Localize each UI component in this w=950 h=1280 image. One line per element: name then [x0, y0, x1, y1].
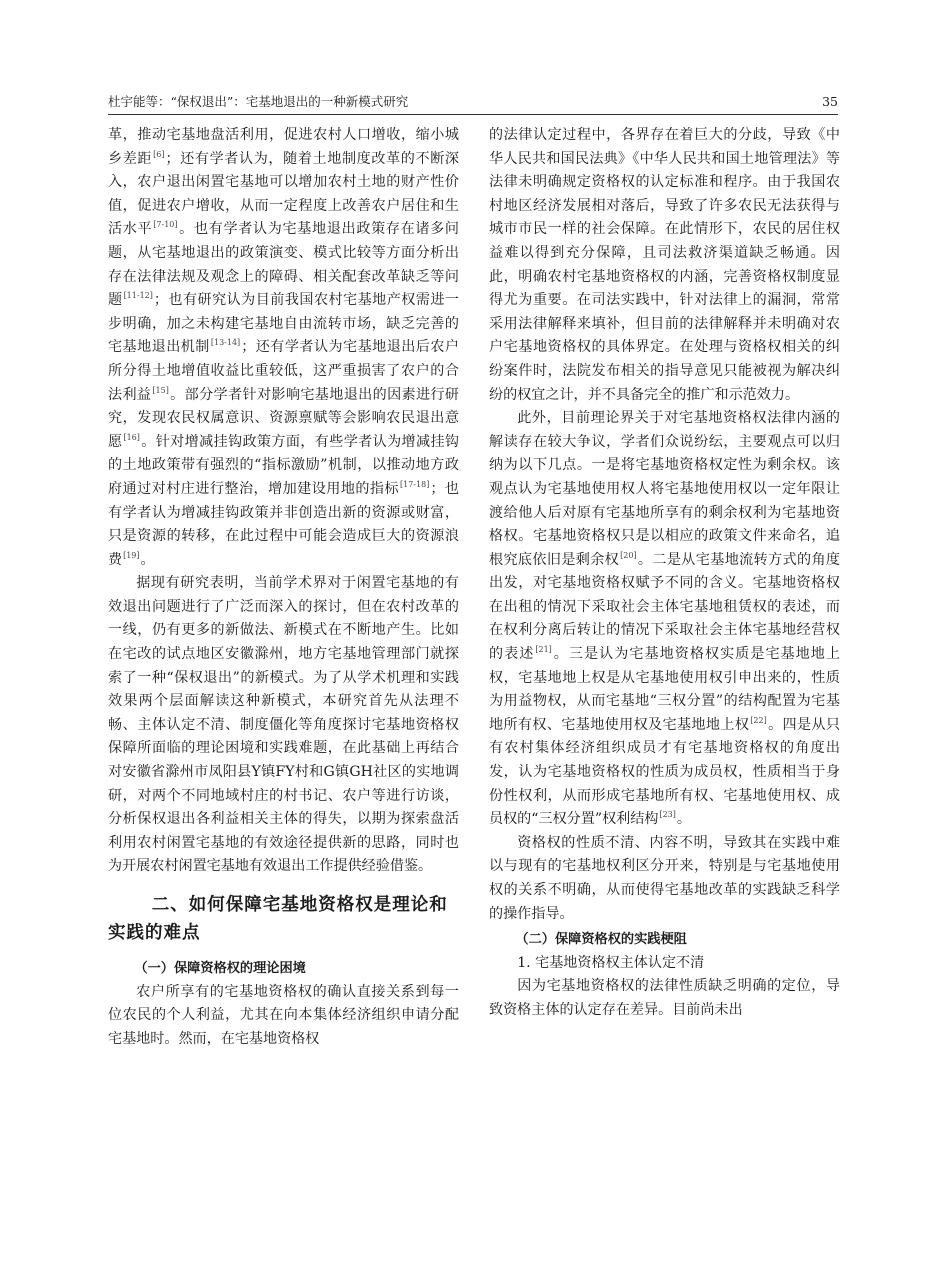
citation: [19] [123, 550, 140, 560]
running-title: 杜宇能等：“保权退出”：宅基地退出的一种新模式研究 [108, 94, 409, 109]
citation: [20] [620, 550, 637, 560]
paragraph: 资格权的性质不清、内容不明，导致其在实践中难以与现有的宅基地权利区分开来，特别是与宅基地使用权的关系不明确，从而使得宅基地改革的实践缺乏科学的操作指导。 [489, 834, 840, 922]
paragraph: 此外，目前理论界关于对宅基地资格权法律内涵的解读存在较大争议，学者们众说纷纭，主要观点可以归纳为以下几点。一是将宅基地资格权定性为剩余权。该观点认为宅基地使用权人将宅基地使用权以一定年限让渡给他人后对原有宅基地所享有的剩余权利为宅基地资格权。宅基地资格权只是以相应的政策文件来命名，追根究底依旧是剩余权[20]。二是从宅基地流转方式的角度出发，对宅基地资格权赋予不同的含义。宅基地资格权在出租的情况下采取社会主体宅基地租赁权的表述，而在权利分离后转让的情况下采取社会主体宅基地经营权的表述[21]。三是认为宅基地资格权实质是宅基地地上权，宅基地地上权是从宅基地使用权引申出来的，性质为用益物权，从而宅基地“三权分置”的结构配置为宅基地所有权、宅基地使用权及宅基地地上权[22]。四是从只有农村集体经济组织成员才有宅基地资格权的角度出发，认为宅基地资格权的性质为成员权，性质相当于身份性权利，从而形成宅基地所有权、宅基地使用权、成员权的“三权分置”权利结构[23]。 [489, 410, 841, 828]
citation: [11-12] [123, 291, 153, 301]
paragraph: 农户所享有的宅基地资格权的确认直接关系到每一位农民的个人利益，尤其在向本集体经济组织申请分配宅基地时。然而，在宅基地资格权 [108, 983, 459, 1047]
citation: [6] [153, 149, 165, 159]
subsubsection-heading: 1. 宅基地资格权主体认定不清 [517, 954, 705, 971]
right-column [489, 124, 840, 1023]
paragraph: 因为宅基地资格权的法律性质缺乏明确的定位，导致资格主体的认定存在差异。目前尚未出 [489, 978, 840, 1018]
running-header [108, 92, 838, 112]
citation: [7-10] [153, 220, 178, 230]
header-rule [108, 114, 838, 115]
subsection-heading: （一）保障资格权的理论困境 [134, 961, 306, 976]
citation: [15] [152, 385, 169, 395]
paragraph: 革，推动宅基地盘活利用，促进农村人口增收，缩小城乡差距[6]；还有学者认为，随着土地制度改革的不断深入，农户退出闲置宅基地可以增加农村土地的财产性价值，促进农户增收，从而一定程度上改善农户居住和生活水平[7-10]。也有学者认为宅基地退出政策存在诸多问题，从宅基地退出的政策演变、模式比较等方面分析出存在法律法规及观念上的障碍、相关配套改革缺乏等问题[11-12]；也有研究认为目前我国农村宅基地产权需进一步明确，加之未构建宅基地自由流转市场，缺乏完善的宅基地退出机制[13-14]；还有学者认为宅基地退出后农户所分得土地增值收益比重较低，这严重损害了农户的合法利益[15]。部分学者针对影响宅基地退出的因素进行研究，发现农民权属意识、资源禀赋等会影响农民退出意愿[16]。针对增减挂钩政策方面，有些学者认为增减挂钩的土地政策带有强烈的“指标激励”机制，以推动地方政府通过对村庄进行整治，增加建设用地的指标[17-18]；也有学者认为增减挂钩政策并非创造出新的资源或财富，只是资源的转移，在此过程中可能会造成巨大的资源浪费[19]。 [108, 127, 460, 568]
citation: [23] [659, 810, 676, 820]
left-column [108, 124, 459, 1051]
section-heading: 二、如何保障宅基地资格权是理论和实践的难点 [108, 895, 448, 943]
paragraph: 据现有研究表明，当前学术界对于闲置宅基地的有效退出问题进行了广泛而深入的探讨，但在农村改革的一线，仍有更多的新做法、新模式在不断地产生。比如在宅改的试点地区安徽滁州，地方宅基地管理部门就探索了一种“保权退出”的新模式。为了从学术机理和实践效果两个层面解读这种新模式，本研究首先从法理不畅、主体认定不清、制度僵化等角度探讨宅基地资格权保障所面临的理论困境和实践难题，在此基础上再结合对安徽省滁州市凤阳县Y镇FY村和G镇GH社区的实地调研，对两个不同地域村庄的村书记、农户等进行访谈，分析保权退出各利益相关主体的得失，以期为探索盘活利用农村闲置宅基地的有效途径提供新的思路，同时也为开展农村闲置宅基地有效退出工作提供经验借鉴。 [108, 575, 459, 875]
subsection-heading: （二）保障资格权的实践梗阻 [515, 932, 687, 948]
citation: [13-14] [210, 338, 241, 348]
paragraph: 的法律认定过程中，各界存在着巨大的分歧，导致《中华人民共和国民法典》《中华人民共和国土地管理法》等法律未明确规定资格权的认定标准和程序。由于我国农村地区经济发展相对落后，导致了许多农民无法获得与城市市民一样的社会保障。在此情形下，农民的居住权益难以得到充分保障，且司法救济渠道缺乏畅通。因此，明确农村宅基地资格权的内涵，完善资格权制度显得尤为重要。在司法实践中，针对法律上的漏洞，常常采用法律解释来填补，但目前的法律解释并未明确对农户宅基地资格权的具体界定。在处理与资格权相关的纠纷案件时，法院发布相关的指导意见只能被视为解决纠纷的权宜之计，并不具备完全的推广和示范效力。 [489, 127, 840, 403]
citation: [22] [750, 715, 767, 725]
citation: [21] [535, 645, 552, 655]
page-number: 35 [822, 94, 838, 109]
citation: [16] [123, 432, 140, 442]
citation: [17-18] [400, 479, 430, 489]
